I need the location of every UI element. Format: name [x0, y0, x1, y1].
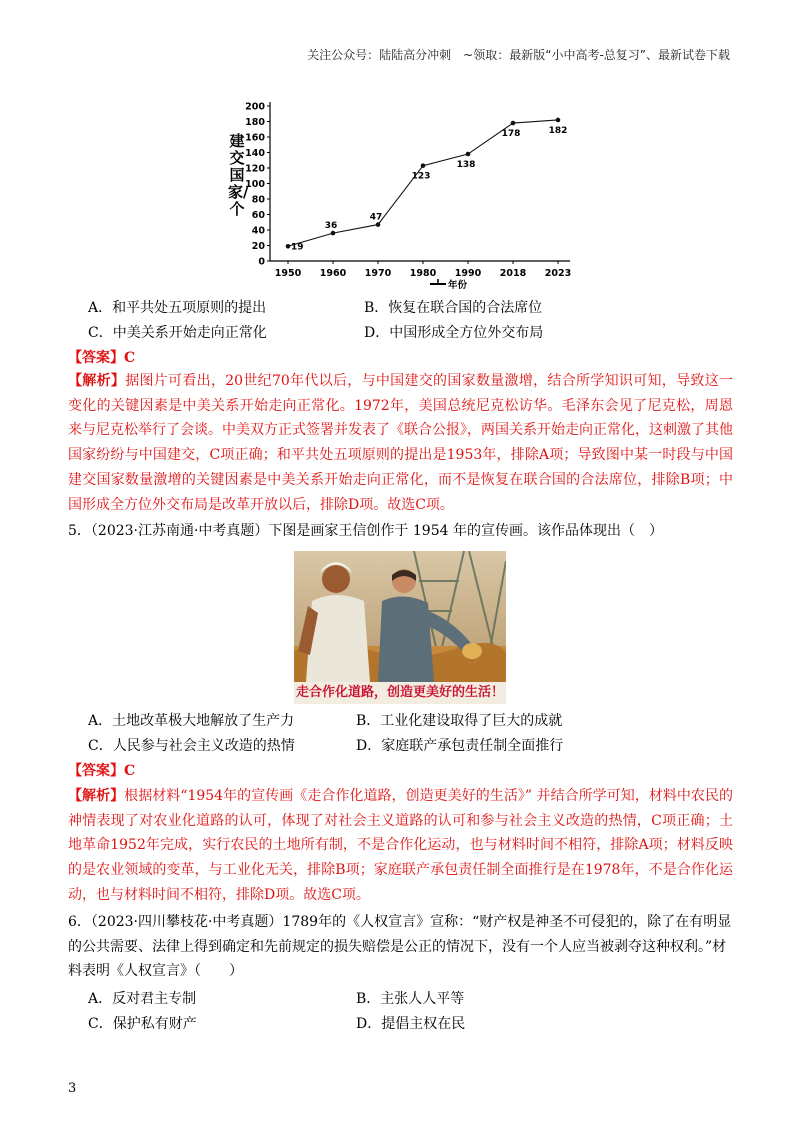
y-tick-label: 60 — [251, 210, 265, 221]
poster-caption: 走合作化道路，创造更美好的生活！ — [294, 682, 506, 704]
analysis-tag: 【解析】 — [68, 373, 126, 389]
data-point — [286, 244, 291, 249]
x-tick-label: 1950 — [274, 268, 302, 279]
y-tick-label: 160 — [245, 132, 265, 144]
data-point — [331, 231, 336, 236]
y-tick-label: 120 — [245, 163, 265, 175]
q4-option-b: B．恢复在联合国的合法席位 — [364, 300, 543, 316]
chart — [228, 95, 578, 290]
q6-option-a: A．反对君主专制 — [88, 991, 197, 1007]
analysis-tag: 【解析】 — [68, 788, 125, 804]
page-header: 关注公众号：陆陆高分冲刺 ~领取：最新版“小中高考-总复习”、最新试卷下载 — [307, 48, 730, 62]
data-point — [511, 121, 516, 126]
analysis-text: 据图片可看出，20世纪70年代以后，与中国建交的国家数量激增，结合所学知识可知，导致这一变化的关键因素是中美关系开始走向正常化。1972年，美国总统尼克松访华。毛泽东会见了尼克松，周恩来与尼克松举行了会谈。中美双方正式签署并发表了《联合公报》，两国关系开始走向正常化，这刺激了其他国家纷纷与中国建交，C项正确；和平共处五项原则的提出是1953年，排除A项；导致图中某一时段与中国建交国家数量激增的关键因素是中美关系开始走向正常化，而不是恢复在联合国的合法席位，排除B项；中国形成全方位外交布局是改革开放以后，排除D项。故选C项。 — [68, 373, 733, 513]
answer-value: C — [124, 763, 136, 779]
x-tick-label: 1980 — [409, 268, 437, 279]
data-point — [376, 222, 381, 227]
y-tick-label: 20 — [251, 241, 265, 252]
data-point — [421, 163, 426, 168]
q6-option-d: D．提倡主权在民 — [356, 1016, 466, 1032]
x-axis-label: 年份 — [448, 280, 468, 290]
data-label: 19 — [291, 242, 304, 253]
q6-option-b: B．主张人人平等 — [356, 991, 465, 1007]
x-tick-label: 1960 — [319, 268, 347, 279]
q6-option-c: C．保护私有财产 — [88, 1016, 197, 1032]
data-point — [556, 118, 561, 123]
analysis-text: 根据材料“1954年的宣传画《走合作化道路，创造更美好的生活》” 并结合所学可知，材料中农民的神情表现了对农业化道路的认可，体现了对社会主义道路的认可和参与社会主义改造的热情，C项正确；土地革命1952年完成，实行农民的土地所有制，不是合作化运动，也与材料时间不相符，排除A项；材料反映的是农业领域的变革，与工业化无关，排除B项；家庭联产承包责任制全面推行是在1978年，不是合作化运动，也与材料时间不相符，排除D项。故选C项。 — [68, 788, 733, 903]
q4-analysis — [68, 369, 733, 517]
data-label: 182 — [548, 125, 568, 136]
q5-option-b: B．工业化建设取得了巨大的成就 — [356, 713, 563, 729]
q4-answer — [68, 347, 135, 367]
y-tick-label: 200 — [245, 101, 265, 113]
y-tick-label: 80 — [251, 194, 265, 206]
q5-analysis — [68, 784, 733, 908]
propaganda-poster — [294, 551, 506, 704]
data-label: 138 — [456, 160, 476, 171]
y-tick-label: 140 — [245, 148, 265, 159]
data-label: 47 — [369, 212, 383, 223]
data-label: 178 — [501, 129, 521, 140]
data-point — [466, 152, 471, 157]
q4-option-a: A．和平共处五项原则的提出 — [88, 300, 267, 316]
chart-y-axis-label: 建交国家/个 — [228, 132, 249, 218]
q6-stem: 6．（2023·四川攀枝花·中考真题）1789年的《人权宣言》宣称：“财产权是神圣不可侵犯的，除了在有明显的公共需要、法律上得到确定和先前规定的损失赔偿是公正的情况下，没有一个人应当被剥夺这种权利。”材料表明《人权宣言》（ ） — [68, 914, 732, 980]
poster-illustration — [294, 551, 506, 682]
y-tick-label: 100 — [245, 179, 265, 190]
answer-value: C — [124, 350, 136, 366]
q5-answer — [68, 760, 135, 780]
q5-option-d: D．家庭联产承包责任制全面推行 — [356, 738, 564, 754]
x-tick-label: 1990 — [454, 268, 482, 279]
y-tick-label: 180 — [245, 117, 265, 128]
answer-tag: 【答案】 — [68, 350, 124, 366]
x-tick-label: 2023 — [544, 268, 572, 279]
q4-option-c: C．中美关系开始走向正常化 — [88, 325, 267, 341]
x-tick-label: 1970 — [364, 268, 392, 279]
data-label: 36 — [324, 221, 338, 232]
q5-option-a: A．土地改革极大地解放了生产力 — [88, 713, 295, 729]
x-tick-label: 2018 — [499, 268, 527, 279]
page-number: 3 — [68, 1081, 77, 1096]
answer-tag: 【答案】 — [68, 763, 124, 779]
y-tick-label: 0 — [258, 256, 265, 268]
q5-option-c: C．人民参与社会主义改造的热情 — [88, 738, 295, 754]
line-chart — [228, 95, 578, 290]
q4-option-d: D．中国形成全方位外交布局 — [364, 325, 544, 341]
y-tick-label: 40 — [251, 225, 265, 237]
data-label: 123 — [411, 171, 431, 182]
q5-stem: 5．（2023·江苏南通·中考真题）下图是画家王信创作于 1954 年的宣传画。该作品体现出（ ） — [68, 523, 663, 539]
